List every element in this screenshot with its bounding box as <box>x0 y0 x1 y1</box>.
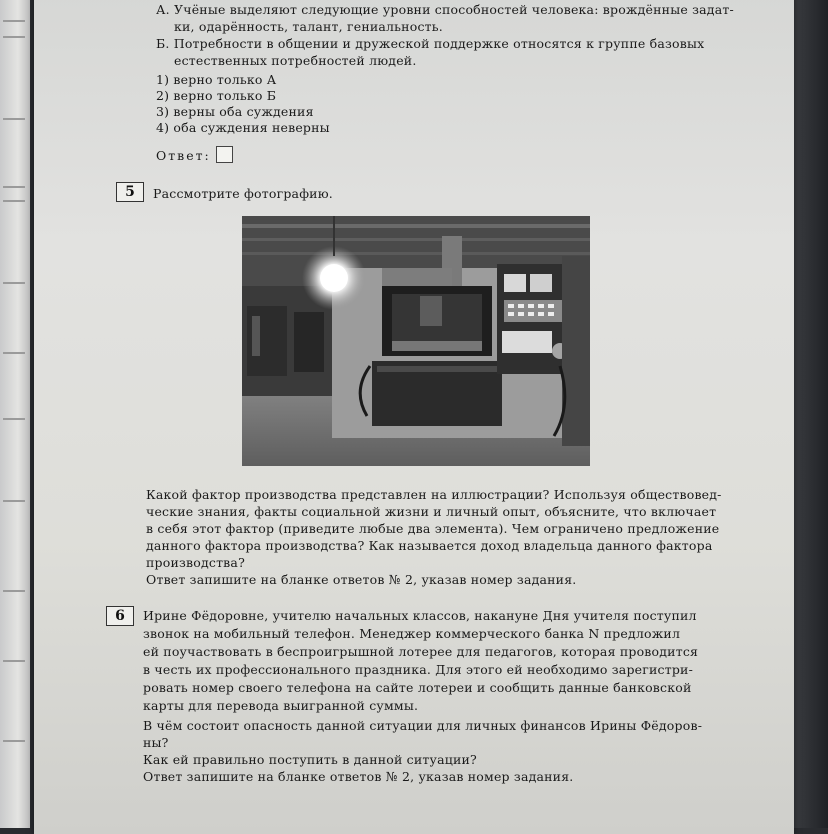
question-6-line-5: ровать номер своего телефона на сайте лотереи и сообщить данные банковской <box>143 680 692 695</box>
statement-b-line2: естественных потребностей людей. <box>174 53 417 68</box>
exam-page <box>34 0 794 834</box>
statement-a-line2: ки, одарённость, талант, гениальность. <box>174 19 443 34</box>
statement-b-line1: Б. Потребности в общении и дружеской поддержке относятся к группе базовых <box>156 36 705 51</box>
option-1: 1) верно только А <box>156 72 277 87</box>
option-2: 2) верно только Б <box>156 88 277 103</box>
question-5-line-4: данного фактора производства? Как называется доход владельца данного фактора <box>146 538 713 553</box>
question-6-line-10: Ответ запишите на бланке ответов № 2, указав номер задания. <box>143 769 574 784</box>
answer-label: Ответ: <box>156 148 211 163</box>
question-5-intro: Рассмотрите фотографию. <box>153 186 333 201</box>
adjacent-page-strip <box>0 0 30 828</box>
question-5-line-2: ческие знания, факты социальной жизни и личный опыт, объясните, что включает <box>146 504 717 519</box>
cnc-machine-photo <box>242 216 590 466</box>
question-6-line-4: в честь их профессионального праздника. Для этого ей необходимо зарегистри- <box>143 662 694 677</box>
question-6-line-2: звонок на мобильный телефон. Менеджер коммерческого банка N предложил <box>143 626 681 641</box>
question-6-line-9: Как ей правильно поступить в данной ситуации? <box>143 752 477 767</box>
statement-a-line1: А. Учёные выделяют следующие уровни способностей человека: врождённые задат- <box>156 2 734 17</box>
question-6-line-7: В чём состоит опасность данной ситуации для личных финансов Ирины Фёдоров- <box>143 718 703 733</box>
question-5-line-1: Какой фактор производства представлен на иллюстрации? Используя обществовед- <box>146 487 722 502</box>
background-dark-edge <box>794 0 828 828</box>
question-number-5: 5 <box>116 182 144 202</box>
question-5-line-5: производства? <box>146 555 245 570</box>
answer-box[interactable] <box>216 146 233 163</box>
cnc-machine-image <box>242 216 590 466</box>
question-5-line-3: в себя этот фактор (приведите любые два элемента). Чем ограничено предложение <box>146 521 720 536</box>
question-5-line-6: Ответ запишите на бланке ответов № 2, указав номер задания. <box>146 572 577 587</box>
option-3: 3) верны оба суждения <box>156 104 314 119</box>
question-6-line-6: карты для перевода выигранной суммы. <box>143 698 419 713</box>
question-6-line-3: ей поучаствовать в беспроигрышной лотерее для педагогов, которая проводится <box>143 644 699 659</box>
question-6-line-8: ны? <box>143 735 169 750</box>
option-4: 4) оба суждения неверны <box>156 120 330 135</box>
question-number-6: 6 <box>106 606 134 626</box>
question-6-line-1: Ирине Фёдоровне, учителю начальных классов, накануне Дня учителя поступил <box>143 608 697 623</box>
